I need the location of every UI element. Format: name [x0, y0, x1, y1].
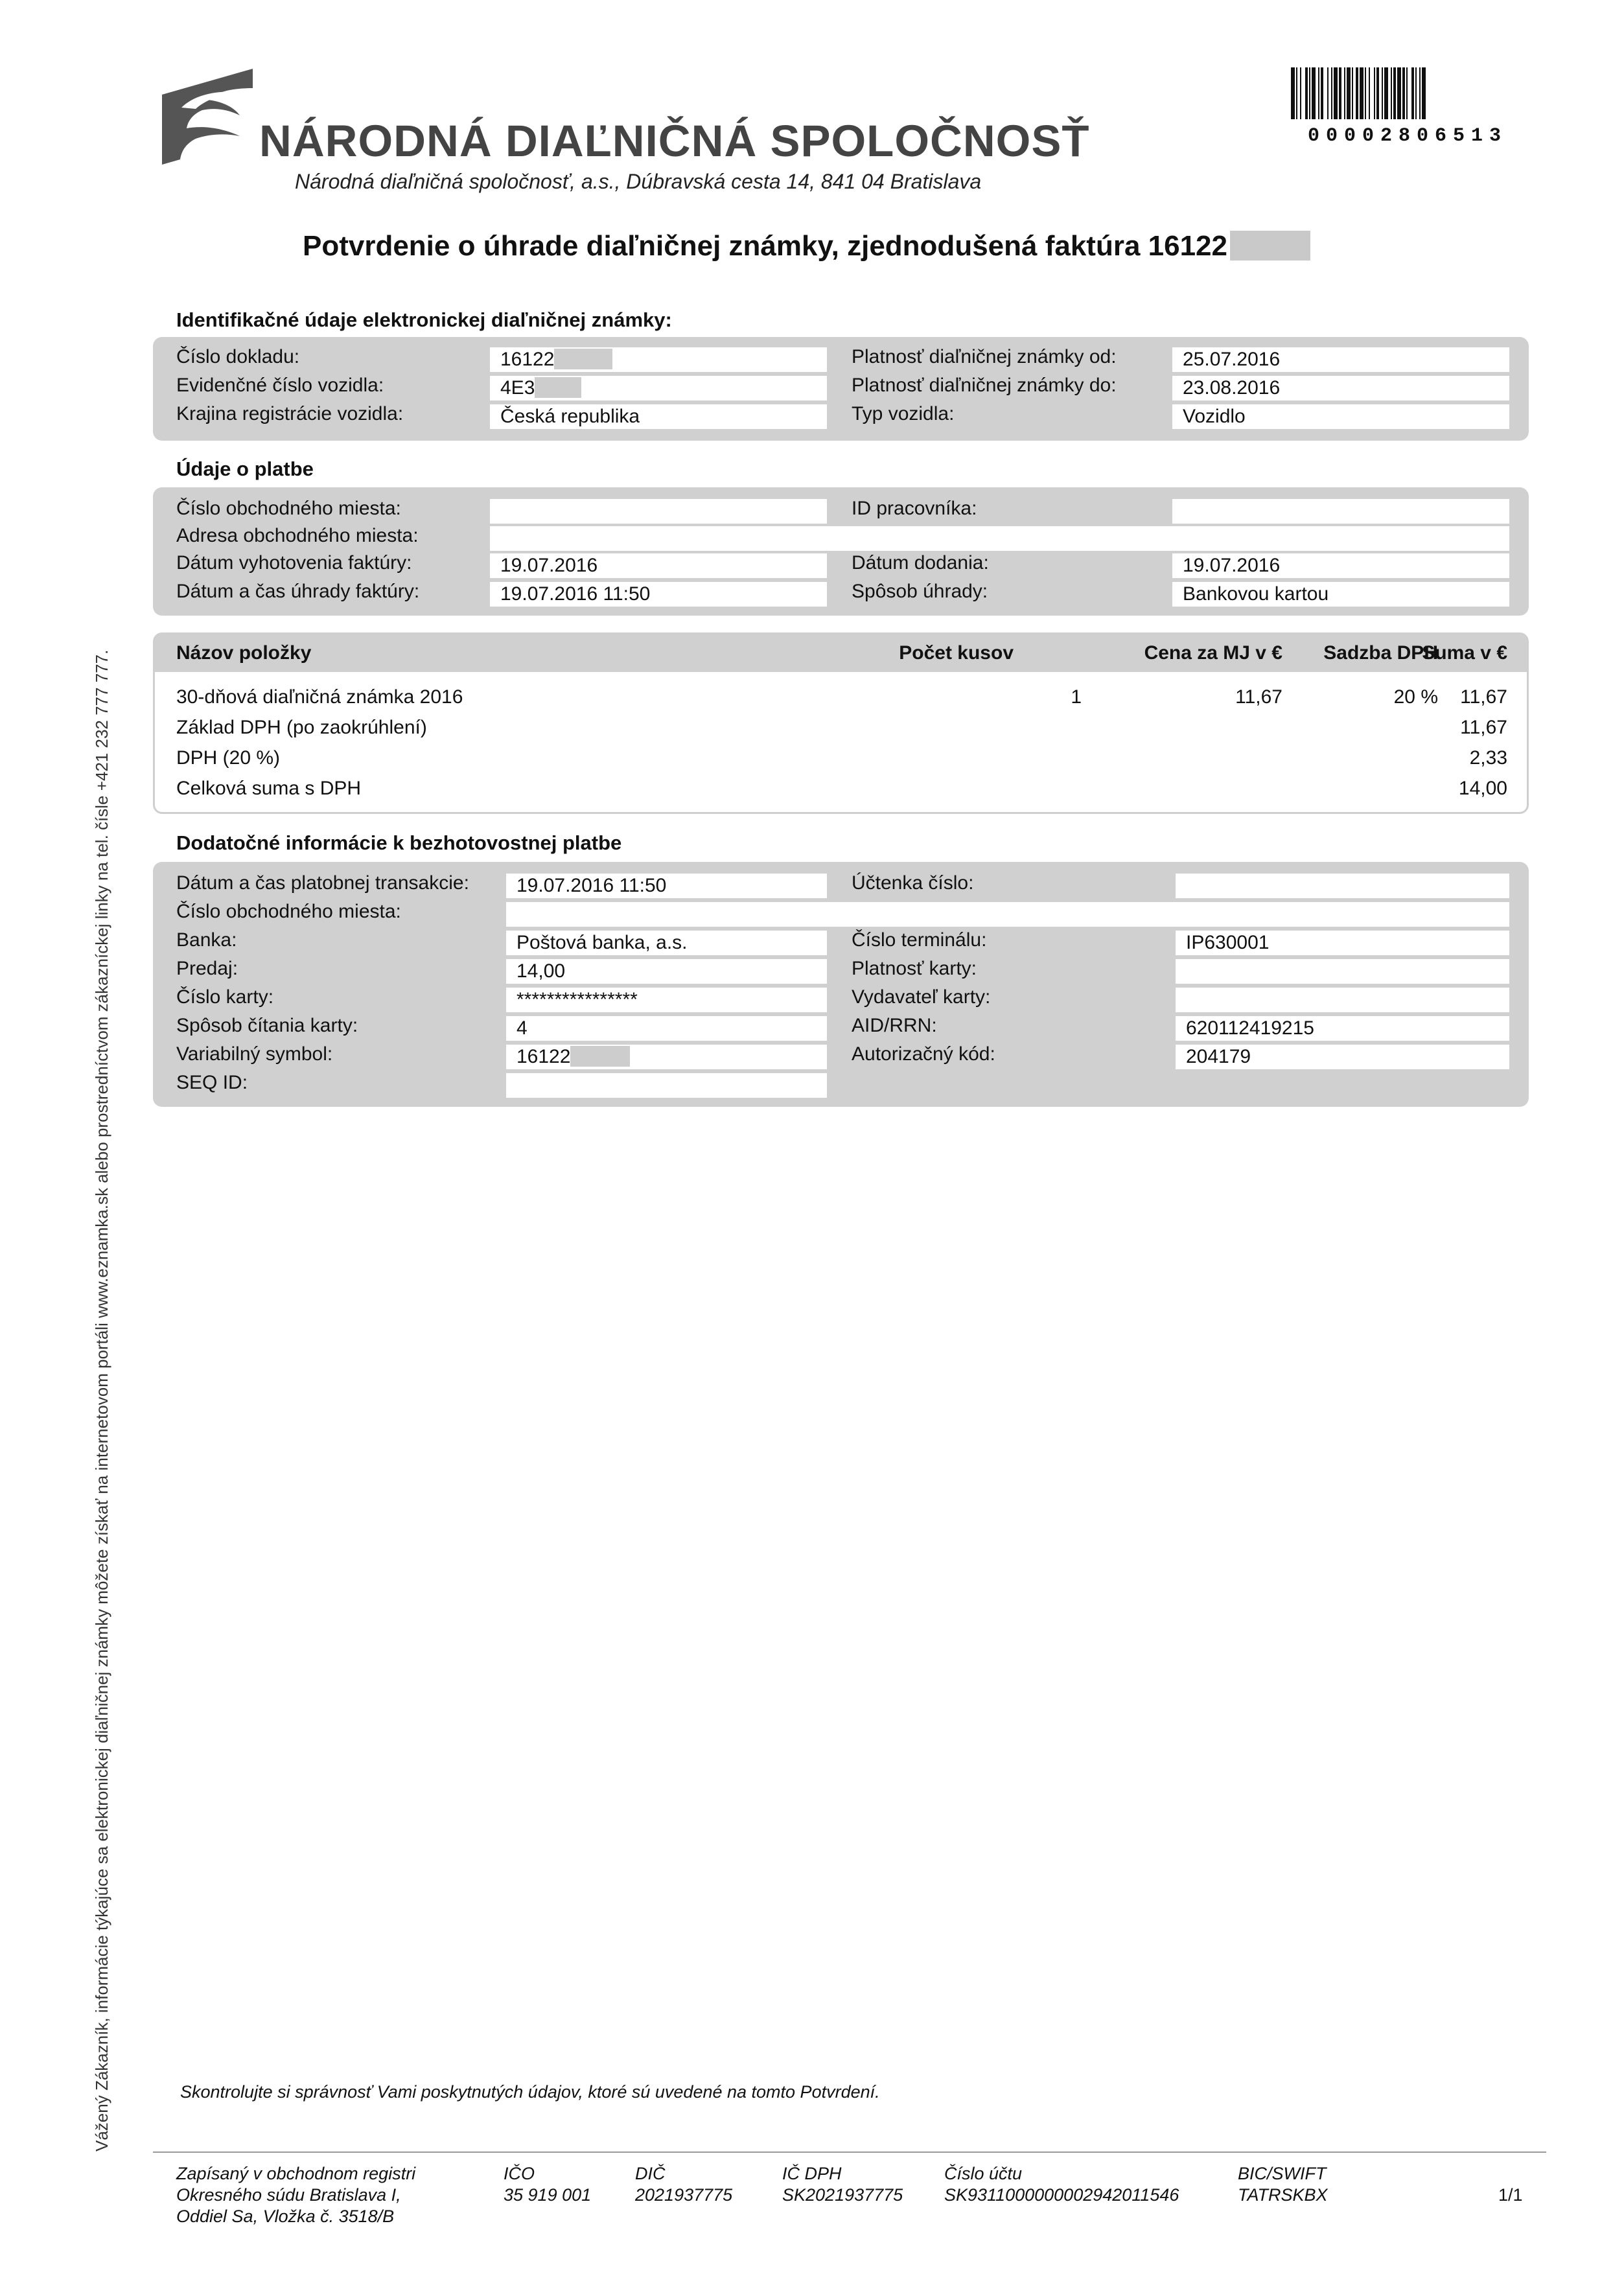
vs-field	[506, 1045, 827, 1069]
bic-value: TATRSKBX	[1238, 2185, 1328, 2205]
page-number: 1/1	[1498, 2185, 1523, 2205]
identification-heading: Identifikačné údaje elektronickej diaľničnej známky:	[176, 308, 672, 331]
registry-line-2: Okresného súdu Bratislava I,	[176, 2185, 401, 2205]
shop-address-label: Adresa obchodného miesta:	[176, 525, 419, 546]
cashless-panel	[153, 862, 1529, 1107]
vehicle-type-field: Vozidlo	[1172, 404, 1509, 429]
redacted-block	[535, 377, 581, 398]
bic-label: BIC/SWIFT	[1238, 2164, 1327, 2183]
read-method-field: 4	[506, 1016, 827, 1041]
terminal-field: IP630001	[1176, 931, 1509, 955]
item-qty: 1	[1071, 686, 1082, 708]
auth-label: Autorizačný kód:	[852, 1043, 995, 1065]
barcode	[1290, 67, 1542, 122]
vat-base-value: 11,67	[1460, 717, 1507, 738]
card-validity-label: Platnosť karty:	[852, 958, 977, 979]
footer-registry	[176, 2163, 415, 2227]
footer-icdph	[782, 2163, 903, 2206]
check-note: Skontrolujte si správnosť Vami poskytnutých údajov, ktoré sú uvedené na tomto Potvrdení.	[180, 2082, 880, 2102]
col-name-header: Názov položky	[176, 642, 312, 664]
bank-label: Banka:	[176, 929, 237, 951]
invoice-date-label: Dátum vyhotovenia faktúry:	[176, 552, 412, 574]
footer-ico	[504, 2163, 591, 2206]
valid-to-label: Platnosť diaľničnej známky do:	[852, 375, 1117, 396]
shop-number-field	[490, 499, 827, 524]
footer-bic	[1238, 2163, 1328, 2206]
plate-field	[490, 376, 827, 400]
worker-id-label: ID pracovníka:	[852, 498, 977, 519]
icdph-label: IČ DPH	[782, 2164, 842, 2183]
aid-field: 620112419215	[1176, 1016, 1509, 1041]
card-issuer-label: Vydavateľ karty:	[852, 986, 991, 1008]
side-note: Vážený Zákazník, informácie týkajúce sa elektronickej diaľničnej známky môžete získať na internetovom portáli www.eznamka.sk alebo prostredníctvom zákazníckej linky na tel. čísle +421 232 777 777.	[92, 649, 111, 2151]
footer-divider	[153, 2151, 1546, 2153]
valid-from-label: Platnosť diaľničnej známky od:	[852, 346, 1117, 367]
shop-number-label: Číslo obchodného miesta:	[176, 498, 401, 519]
auth-field: 204179	[1176, 1045, 1509, 1069]
registry-line-1: Zapísaný v obchodnom registri	[176, 2164, 416, 2183]
cashless-shop-number-field	[506, 902, 1509, 927]
footer-dic	[635, 2163, 732, 2206]
vat-base-label: Základ DPH (po zaokrúhlení)	[176, 717, 427, 738]
items-table-header	[155, 634, 1527, 672]
dic-label: DIČ	[635, 2164, 666, 2183]
sale-field: 14,00	[506, 959, 827, 984]
cashless-shop-number-label: Číslo obchodného miesta:	[176, 901, 401, 922]
bank-field: Poštová banka, a.s.	[506, 931, 827, 955]
seq-label: SEQ ID:	[176, 1072, 248, 1093]
vs-value: 16122	[516, 1046, 571, 1067]
icdph-value: SK2021937775	[782, 2185, 903, 2205]
col-price-header: Cena za MJ v €	[1144, 642, 1282, 664]
payment-heading: Údaje o platbe	[176, 458, 314, 480]
redacted-block	[554, 349, 612, 369]
document-title	[0, 230, 1613, 262]
vat-value: 2,33	[1469, 747, 1507, 769]
ico-label: IČO	[504, 2164, 535, 2183]
seq-field	[506, 1073, 827, 1098]
read-method-label: Spôsob čítania karty:	[176, 1015, 358, 1036]
company-address: Národná diaľničná spoločnosť, a.s., Dúbravská cesta 14, 841 04 Bratislava	[295, 170, 982, 193]
items-table	[153, 632, 1529, 814]
doc-number-label: Číslo dokladu:	[176, 346, 300, 367]
barcode-icon	[1290, 67, 1542, 119]
shop-address-field	[490, 526, 1509, 551]
valid-from-field: 25.07.2016	[1172, 347, 1509, 372]
col-sum-header: Suma v €	[1422, 642, 1507, 664]
card-number-label: Číslo karty:	[176, 986, 274, 1008]
delivery-date-field: 19.07.2016	[1172, 553, 1509, 578]
cashless-heading: Dodatočné informácie k bezhotovostnej platbe	[176, 831, 622, 854]
document-title-text: Potvrdenie o úhrade diaľničnej známky, zjednodušená faktúra 16122	[302, 230, 1227, 262]
dic-value: 2021937775	[635, 2185, 733, 2205]
barcode-number: 00002806513	[1308, 125, 1508, 147]
company-logo	[156, 69, 253, 168]
tx-datetime-field: 19.07.2016 11:50	[506, 874, 827, 898]
doc-number-field	[490, 347, 827, 372]
vat-label: DPH (20 %)	[176, 747, 281, 769]
footer-account	[944, 2163, 1179, 2206]
worker-id-field	[1172, 499, 1509, 524]
account-value: SK9311000000002942011546	[944, 2185, 1179, 2205]
card-validity-field	[1176, 959, 1509, 984]
identification-panel	[153, 337, 1529, 441]
col-vat-header: Sadzba DPH	[1323, 642, 1438, 664]
paid-at-label: Dátum a čas úhrady faktúry:	[176, 581, 420, 602]
item-vat-rate: 20 %	[1393, 686, 1438, 708]
company-brand-name: NÁRODNÁ DIAĽNIČNÁ SPOLOČNOSŤ	[259, 116, 1090, 166]
delivery-date-label: Dátum dodania:	[852, 552, 989, 574]
redacted-block	[1230, 231, 1310, 261]
item-unit-price: 11,67	[1235, 686, 1282, 708]
invoice-date-field: 19.07.2016	[490, 553, 827, 578]
receipt-label: Účtenka číslo:	[852, 872, 974, 894]
redacted-block	[570, 1046, 630, 1067]
sale-label: Predaj:	[176, 958, 238, 979]
plate-label: Evidenčné číslo vozidla:	[176, 375, 384, 396]
item-name: 30-dňová diaľničná známka 2016	[176, 686, 463, 708]
total-label: Celková suma s DPH	[176, 778, 362, 799]
paid-at-field: 19.07.2016 11:50	[490, 582, 827, 607]
valid-to-field: 23.08.2016	[1172, 376, 1509, 400]
receipt-field	[1176, 874, 1509, 898]
account-label: Číslo účtu	[944, 2164, 1023, 2183]
registry-line-3: Oddiel Sa, Vložka č. 3518/B	[176, 2207, 395, 2226]
terminal-label: Číslo terminálu:	[852, 929, 987, 951]
vs-label: Variabilný symbol:	[176, 1043, 333, 1065]
tx-datetime-label: Dátum a čas platobnej transakcie:	[176, 872, 469, 894]
card-number-field: ****************	[506, 988, 827, 1012]
country-field: Česká republika	[490, 404, 827, 429]
country-label: Krajina registrácie vozidla:	[176, 403, 404, 424]
item-sum: 11,67	[1460, 686, 1507, 708]
method-field: Bankovou kartou	[1172, 582, 1509, 607]
highway-logo-icon	[156, 69, 253, 165]
ico-value: 35 919 001	[504, 2185, 592, 2205]
payment-panel	[153, 487, 1529, 616]
total-value: 14,00	[1458, 778, 1507, 799]
plate-value: 4E3	[500, 377, 535, 399]
card-issuer-field	[1176, 988, 1509, 1012]
method-label: Spôsob úhrady:	[852, 581, 988, 602]
col-qty-header: Počet kusov	[899, 642, 1014, 664]
aid-label: AID/RRN:	[852, 1015, 937, 1036]
doc-number-value: 16122	[500, 349, 555, 370]
vehicle-type-label: Typ vozidla:	[852, 403, 955, 424]
